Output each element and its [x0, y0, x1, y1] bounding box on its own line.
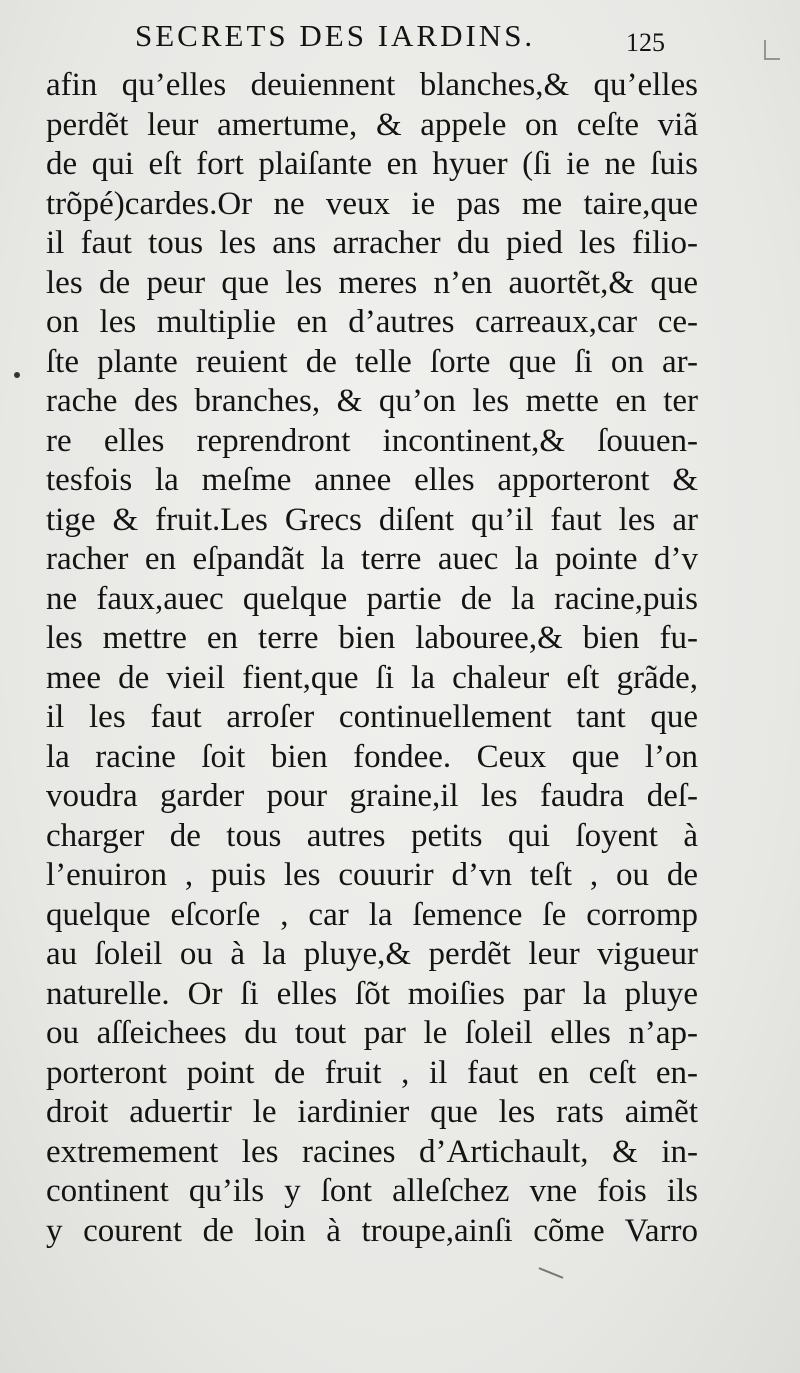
text-line: trõpé)cardes.Or ne veux ie pas me taire,que	[46, 185, 698, 222]
running-title: SECRETS DES IARDINS.	[135, 18, 536, 53]
text-line: porteront point de fruit , il faut en ceſt en-	[46, 1054, 698, 1091]
text-line: re elles reprendront incontinent,& ſouuen-	[46, 422, 698, 459]
text-line: extremement les racines d’Artichault, & in-	[46, 1133, 698, 1170]
text-line: de qui eſt fort plaiſante en hyuer (ſi ie ne ſuis	[46, 146, 698, 182]
text-line: les mettre en terre bien labouree,& bien fu-	[46, 620, 698, 656]
text-line: l’enuiron , puis les couurir d’vn teſt , ou de	[46, 857, 698, 893]
page-number: 125	[626, 28, 665, 57]
text-line: ne faux,auec quelque partie de la racine,puis	[46, 580, 698, 617]
stray-ink-mark	[539, 1267, 564, 1279]
text-line: rache des branches, & qu’on les mette en ter	[46, 383, 698, 419]
text-line: il faut tous les ans arracher du pied les filio-	[46, 225, 698, 261]
text-line: droit aduertir le iardinier que les rats aimẽt	[46, 1094, 698, 1130]
margin-dot	[14, 372, 20, 378]
text-line: afin qu’elles deuiennent blanches,& qu’elles	[46, 67, 698, 103]
text-line: ou aſſeichees du tout par le ſoleil elles n’ap-	[46, 1015, 698, 1051]
text-line: on les multiplie en d’autres carreaux,car ce-	[46, 304, 698, 340]
text-line: ſte plante reuient de telle ſorte que ſi on ar-	[46, 343, 698, 380]
text-line: au ſoleil ou à la pluye,& perdẽt leur vigueur	[46, 936, 698, 972]
page-header	[0, 16, 800, 66]
text-line: tige & fruit.Les Grecs diſent qu’il faut les ar	[46, 501, 698, 538]
text-line: mee de vieil fient,que ſi la chaleur eſt grãde,	[46, 659, 698, 696]
text-line: naturelle. Or ſi elles ſõt moiſies par la pluye	[46, 975, 698, 1012]
text-line: la racine ſoit bien fondee. Ceux que l’on	[46, 738, 698, 775]
text-line: charger de tous autres petits qui ſoyent à	[46, 817, 698, 854]
corner-mark	[764, 40, 780, 60]
text-line: voudra garder pour graine,il les faudra deſ-	[46, 778, 698, 814]
text-line: y courent de loin à troupe,ainſi cõme Varro	[46, 1212, 698, 1249]
text-line: perdẽt leur amertume, & appele on ceſte viã	[46, 106, 698, 143]
text-line: racher en eſpandãt la terre auec la pointe d’v	[46, 541, 698, 577]
text-line: les de peur que les meres n’en auortẽt,& que	[46, 264, 698, 301]
text-line: tesfois la meſme annee elles apporteront &	[46, 462, 698, 498]
text-line: quelque eſcorſe , car la ſemence ſe corromp	[46, 896, 698, 933]
text-line: il les faut arroſer continuellement tant que	[46, 699, 698, 735]
body-text	[46, 66, 698, 1251]
text-line: continent qu’ils y ſont alleſchez vne fois ils	[46, 1173, 698, 1209]
